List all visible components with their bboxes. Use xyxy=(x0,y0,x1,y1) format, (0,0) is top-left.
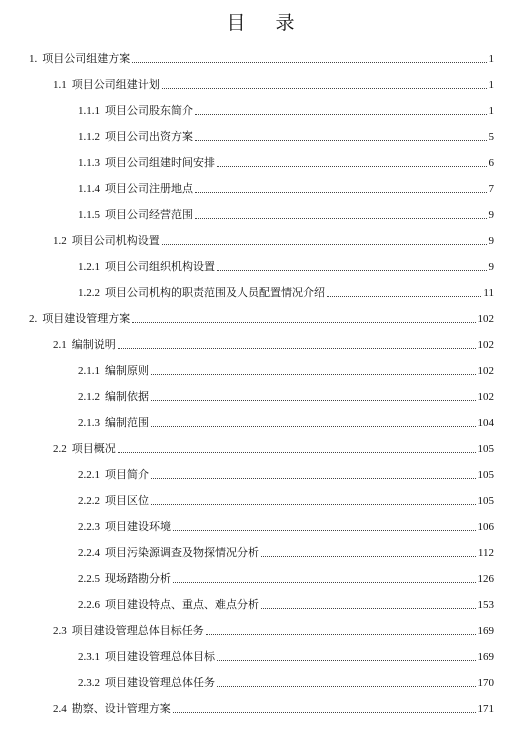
toc-entry-label: 项目公司注册地点 xyxy=(105,182,193,195)
toc-leader-dots xyxy=(151,478,476,479)
toc-entry-label: 项目概况 xyxy=(71,442,116,455)
toc-entry-page: 1 xyxy=(488,79,494,91)
toc-leader-dots xyxy=(151,374,476,375)
toc-leader-dots xyxy=(217,270,487,271)
toc-entry-number: 2.1 xyxy=(53,339,67,351)
toc-entry-2-2-5[interactable] xyxy=(78,570,494,586)
toc-entry-label: 项目公司组建计划 xyxy=(71,78,160,91)
toc-entry-page: 9 xyxy=(488,261,494,273)
toc-entry-2-4[interactable] xyxy=(53,700,494,716)
toc-entry-2-2-1[interactable] xyxy=(78,466,494,482)
toc-entry-1[interactable] xyxy=(29,50,494,66)
toc-entry-page: 7 xyxy=(488,183,494,195)
toc-leader-dots xyxy=(206,634,476,635)
toc-entry-label: 现场踏勘分析 xyxy=(105,572,171,585)
toc-entry-page: 105 xyxy=(477,495,494,507)
toc-entry-label: 编制依据 xyxy=(105,390,149,403)
toc-leader-dots xyxy=(217,166,487,167)
toc-leader-dots xyxy=(118,452,476,453)
toc-entry-number: 2.2.5 xyxy=(78,573,100,585)
toc-entry-number: 2.2.1 xyxy=(78,469,100,481)
toc-leader-dots xyxy=(173,712,476,713)
toc-entry-page: 169 xyxy=(477,651,494,663)
toc-entry-2-3-1[interactable] xyxy=(78,648,494,664)
toc-entry-page: 112 xyxy=(477,547,494,559)
toc-leader-dots xyxy=(162,88,487,89)
toc-entry-1-2[interactable] xyxy=(53,232,494,248)
toc-entry-1-1-3[interactable] xyxy=(78,154,494,170)
toc-entry-label: 项目建设特点、重点、难点分析 xyxy=(105,598,259,611)
toc-entry-label: 项目建设管理总体目标任务 xyxy=(71,624,204,637)
toc-entry-1-2-1[interactable] xyxy=(78,258,494,274)
toc-leader-dots xyxy=(173,582,476,583)
toc-entry-2-2[interactable] xyxy=(53,440,494,456)
toc-entry-page: 106 xyxy=(477,521,494,533)
toc-entry-2-3-2[interactable] xyxy=(78,674,494,690)
toc-entry-1-2-2[interactable] xyxy=(78,284,494,300)
toc-entry-2-2-2[interactable] xyxy=(78,492,494,508)
toc-entry-label: 项目建设环境 xyxy=(105,520,171,533)
toc-entry-number: 1.1.1 xyxy=(78,105,100,117)
toc-entry-page: 9 xyxy=(488,209,494,221)
toc-leader-dots xyxy=(132,62,486,63)
toc-leader-dots xyxy=(261,608,476,609)
toc-entry-number: 1.2.1 xyxy=(78,261,100,273)
toc-entry-2-1-3[interactable] xyxy=(78,414,494,430)
toc-entry-2-2-4[interactable] xyxy=(78,544,494,560)
toc-entry-page: 1 xyxy=(488,105,494,117)
toc-entry-page: 170 xyxy=(477,677,494,689)
toc-entry-label: 项目建设管理总体目标 xyxy=(105,650,215,663)
toc-entry-number: 2. xyxy=(29,313,38,325)
toc-entry-page: 102 xyxy=(477,339,494,351)
toc-entry-label: 编制原则 xyxy=(105,364,149,377)
toc-entry-1-1-2[interactable] xyxy=(78,128,494,144)
toc-entry-number: 2.1.1 xyxy=(78,365,100,377)
toc-leader-dots xyxy=(261,556,476,557)
toc-entry-number: 1.1.4 xyxy=(78,183,100,195)
toc-entry-label: 项目公司经营范围 xyxy=(105,208,193,221)
toc-entry-1-1-4[interactable] xyxy=(78,180,494,196)
toc-leader-dots xyxy=(195,140,487,141)
toc-entry-number: 1.2.2 xyxy=(78,287,100,299)
toc-entry-page: 11 xyxy=(483,287,494,299)
toc-entry-label: 项目建设管理总体任务 xyxy=(105,676,215,689)
toc-entry-number: 2.2.3 xyxy=(78,521,100,533)
toc-entry-page: 171 xyxy=(477,703,494,715)
toc-leader-dots xyxy=(195,192,487,193)
toc-leader-dots xyxy=(217,686,476,687)
toc-entry-label: 项目公司机构的职责范围及人员配置情况介绍 xyxy=(105,286,325,299)
toc-entry-number: 1.1.5 xyxy=(78,209,100,221)
toc-entry-2-1[interactable] xyxy=(53,336,494,352)
toc-entry-label: 项目公司组建时间安排 xyxy=(105,156,215,169)
toc-leader-dots xyxy=(173,530,476,531)
toc-entry-number: 1. xyxy=(29,53,38,65)
toc-leader-dots xyxy=(118,348,476,349)
toc-entry-number: 1.2 xyxy=(53,235,67,247)
toc-entry-page: 102 xyxy=(477,391,494,403)
toc-entry-page: 9 xyxy=(488,235,494,247)
toc-entry-2-3[interactable] xyxy=(53,622,494,638)
toc-entry-label: 项目公司出资方案 xyxy=(105,130,193,143)
toc-entry-label: 编制范围 xyxy=(105,416,149,429)
toc-entry-1-1[interactable] xyxy=(53,76,494,92)
toc-entry-1-1-1[interactable] xyxy=(78,102,494,118)
toc-entry-page: 1 xyxy=(488,53,494,65)
toc-leader-dots xyxy=(132,322,475,323)
toc-entry-page: 5 xyxy=(488,131,494,143)
toc-entry-number: 2.2.4 xyxy=(78,547,100,559)
toc-entry-page: 169 xyxy=(477,625,494,637)
toc-entry-label: 项目公司股东简介 xyxy=(105,104,193,117)
toc-leader-dots xyxy=(162,244,487,245)
toc-entry-label: 项目公司机构设置 xyxy=(71,234,160,247)
toc-leader-dots xyxy=(195,114,487,115)
toc-entry-number: 1.1.3 xyxy=(78,157,100,169)
toc-entry-2[interactable] xyxy=(29,310,494,326)
toc-entry-page: 104 xyxy=(477,417,494,429)
page-title: 目 录 xyxy=(226,12,307,34)
toc-entry-number: 2.2.2 xyxy=(78,495,100,507)
toc-entry-number: 2.4 xyxy=(53,703,67,715)
toc-entry-page: 6 xyxy=(488,157,494,169)
toc-entry-number: 2.2 xyxy=(53,443,67,455)
toc-entry-number: 1.1.2 xyxy=(78,131,100,143)
toc-leader-dots xyxy=(151,504,476,505)
toc-entry-page: 105 xyxy=(477,443,494,455)
toc-entry-number: 2.2.6 xyxy=(78,599,100,611)
toc-leader-dots xyxy=(151,426,476,427)
toc-entry-label: 项目公司组织机构设置 xyxy=(105,260,215,273)
toc-entry-label: 项目建设管理方案 xyxy=(42,312,131,325)
toc-entry-number: 2.1.2 xyxy=(78,391,100,403)
toc-entry-label: 项目区位 xyxy=(105,494,149,507)
toc-entry-label: 项目公司组建方案 xyxy=(42,52,131,65)
toc-entry-2-2-6[interactable] xyxy=(78,596,494,612)
toc-entry-page: 102 xyxy=(477,365,494,377)
toc-leader-dots xyxy=(195,218,487,219)
toc-entry-label: 项目简介 xyxy=(105,468,149,481)
toc-entry-label: 勘察、设计管理方案 xyxy=(71,702,171,715)
toc-entry-2-2-3[interactable] xyxy=(78,518,494,534)
toc-entry-page: 126 xyxy=(477,573,494,585)
toc-entry-number: 2.3 xyxy=(53,625,67,637)
toc-entry-2-1-2[interactable] xyxy=(78,388,494,404)
toc-entry-page: 105 xyxy=(477,469,494,481)
toc-entry-number: 2.3.1 xyxy=(78,651,100,663)
toc-leader-dots xyxy=(151,400,476,401)
toc-entry-number: 2.3.2 xyxy=(78,677,100,689)
toc-entry-1-1-5[interactable] xyxy=(78,206,494,222)
toc-entry-label: 项目污染源调查及物探情况分析 xyxy=(105,546,259,559)
toc-entry-number: 1.1 xyxy=(53,79,67,91)
toc-entry-label: 编制说明 xyxy=(71,338,116,351)
toc-entry-number: 2.1.3 xyxy=(78,417,100,429)
toc-entry-2-1-1[interactable] xyxy=(78,362,494,378)
toc-entry-page: 102 xyxy=(477,313,494,325)
toc-leader-dots xyxy=(327,296,481,297)
toc-leader-dots xyxy=(217,660,476,661)
toc-entry-page: 153 xyxy=(477,599,494,611)
